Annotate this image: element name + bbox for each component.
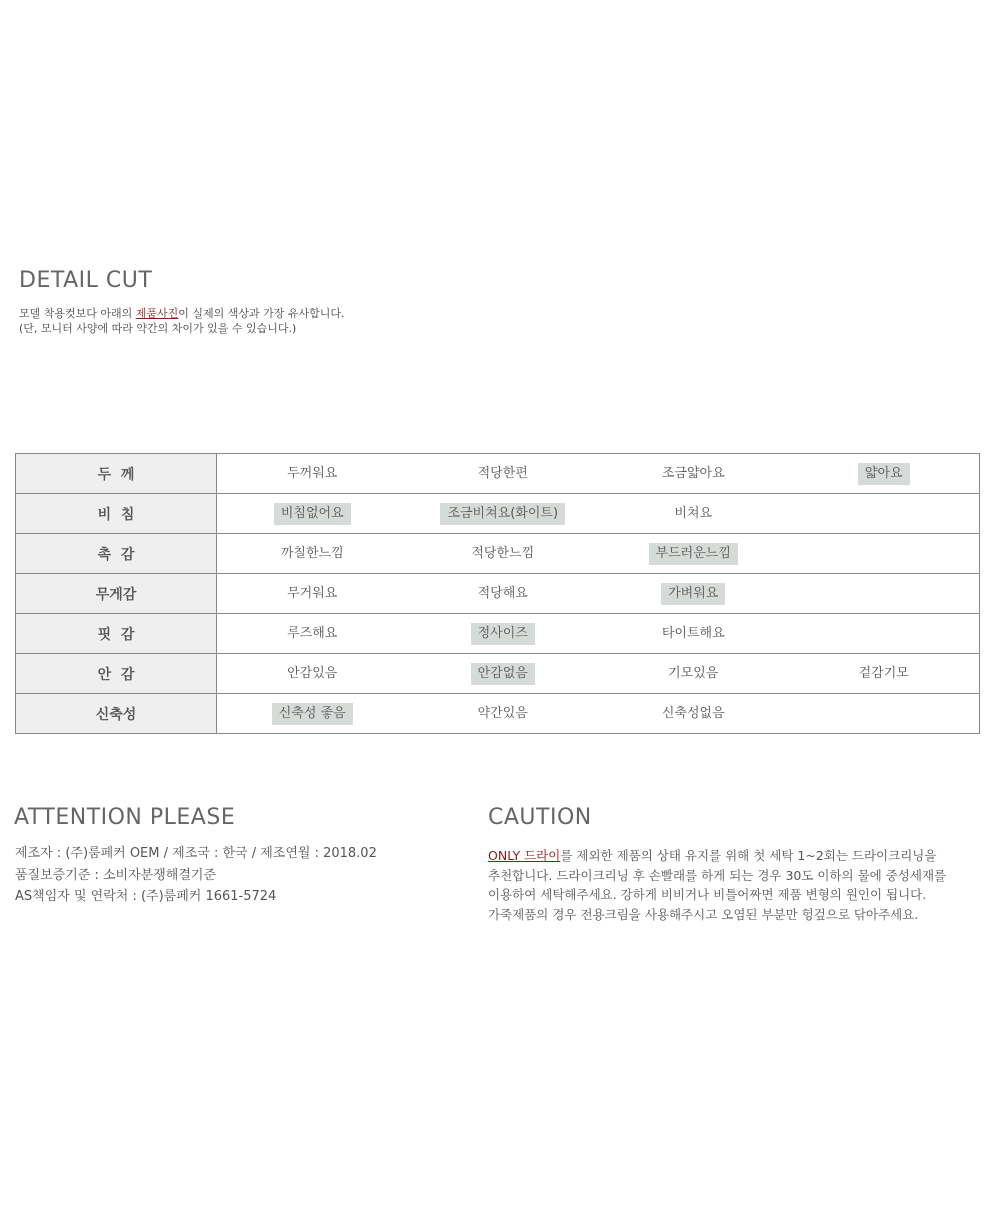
caution-title: CAUTION [488,805,592,830]
detail-desc-pre: 모델 착용컷보다 아래의 [19,307,136,320]
spec-option-cell [598,583,789,605]
spec-option-cell [217,583,408,605]
spec-option: 겉감기모 [858,665,909,681]
spec-row-label: 비 침 [16,494,217,534]
spec-option: 적당한느낌 [471,545,535,561]
product-photo-highlight: 제품사진 [135,307,179,320]
spec-option: 무거워요 [287,585,338,601]
detail-description [19,306,345,336]
spec-row-options [217,534,980,574]
spec-option-cell [789,586,980,601]
spec-option [877,513,891,517]
spec-row [16,614,980,654]
spec-option: 두꺼워요 [287,465,338,481]
spec-option: 신축성없음 [661,705,725,721]
spec-option: 루즈해요 [287,625,338,641]
detail-desc-line-2: (단, 모니터 사양에 따라 약간의 차이가 있을 수 있습니다.) [19,322,297,335]
spec-option: 까칠한느낌 [280,545,344,561]
spec-row-options [217,574,980,614]
caution-line-2: 추천합니다. 드라이크리닝 후 손빨래를 하게 되는 경우 30도 이하의 물에 중성세재를 [488,867,947,883]
spec-option-cell [217,463,408,485]
caution-line-1 [488,846,958,866]
spec-option-cell [217,503,408,525]
spec-row-options [217,454,980,494]
spec-option-cell [789,506,980,521]
spec-option-cell [789,463,980,485]
spec-option-cell [217,703,408,725]
spec-option-cell [598,543,789,565]
spec-row-label: 안 감 [16,654,217,694]
spec-row-options [217,494,980,534]
spec-row-options [217,694,980,734]
spec-option: 안감있음 [287,665,338,681]
attention-info [15,843,377,908]
spec-option-cell [408,503,599,525]
spec-option-cell [217,663,408,685]
spec-option: 적당해요 [477,585,528,601]
spec-option-cell [598,703,789,725]
spec-row [16,654,980,694]
spec-option-cell [598,623,789,645]
spec-option-cell [598,503,789,525]
spec-option-selected: 안감없음 [471,663,535,685]
spec-option [877,713,891,717]
spec-option: 기모있음 [668,665,719,681]
spec-option: 적당한편 [477,465,528,481]
spec-row [16,694,980,734]
spec-row-label: 핏 감 [16,614,217,654]
spec-row [16,574,980,614]
spec-option-selected: 얇아요 [858,463,910,485]
spec-row [16,454,980,494]
spec-row [16,494,980,534]
spec-option-selected: 신축성 좋음 [272,703,353,725]
spec-option-cell [789,663,980,685]
detail-desc-line-1 [19,306,345,321]
spec-option [877,553,891,557]
detail-cut-title: DETAIL CUT [19,268,153,293]
product-spec-table [15,453,980,734]
spec-row [16,534,980,574]
spec-row-label: 두 께 [16,454,217,494]
manufacturer-line: 제조자 : (주)룸페커 OEM / 제조국 : 한국 / 제조연월 : 2018.02 [15,846,377,861]
spec-option-selected: 조금비쳐요(화이트) [440,503,565,525]
spec-option-cell [408,623,599,645]
spec-option-selected: 정사이즈 [471,623,535,645]
spec-option-selected: 부드러운느낌 [649,543,738,565]
spec-option: 조금얇아요 [661,465,725,481]
spec-row-label: 무게감 [16,574,217,614]
quality-standard-line: 품질보증기준 : 소비자분쟁해결기준 [15,867,217,883]
spec-option-cell [408,663,599,685]
attention-title: ATTENTION PLEASE [14,805,236,830]
spec-option: 비쳐요 [674,505,713,521]
spec-option-cell [408,463,599,485]
spec-option-cell [408,703,599,725]
spec-option-cell [789,626,980,641]
spec-option-cell [217,623,408,645]
caution-line-3: 이용하여 세탁해주세요. 강하게 비비거나 비틀어짜면 제품 변형의 원인이 됩니다. [488,887,927,902]
spec-option-cell [789,706,980,721]
spec-option-cell [217,543,408,565]
spec-option-cell [408,543,599,565]
spec-option [877,633,891,637]
spec-option: 약간있음 [477,705,528,721]
as-contact-line: AS책임자 및 연락처 : (주)룸페커 1661-5724 [15,889,277,904]
spec-option-selected: 가벼워요 [661,583,725,605]
caution-text [488,846,958,924]
spec-option-cell [789,546,980,561]
spec-row-label: 신축성 [16,694,217,734]
spec-row-options [217,654,980,694]
caution-line-4: 가죽제품의 경우 전용크림을 사용해주시고 오염된 부분만 헝겊으로 닦아주세요. [488,906,919,922]
spec-option-cell [598,463,789,485]
spec-option-cell [598,663,789,685]
spec-row-label: 촉 감 [16,534,217,574]
spec-option-selected: 비침없어요 [274,503,351,525]
spec-row-options [217,614,980,654]
spec-option: 타이트해요 [661,625,725,641]
only-dry-highlight: ONLY 드라이 [488,848,561,863]
spec-option [877,593,891,597]
spec-option-cell [408,583,599,605]
caution-line-1-rest: 를 제외한 제품의 상태 유지를 위해 첫 세탁 1~2회는 드라이크리닝을 [560,848,937,863]
detail-desc-post: 이 실제의 색상과 가장 유사합니다. [178,307,345,320]
